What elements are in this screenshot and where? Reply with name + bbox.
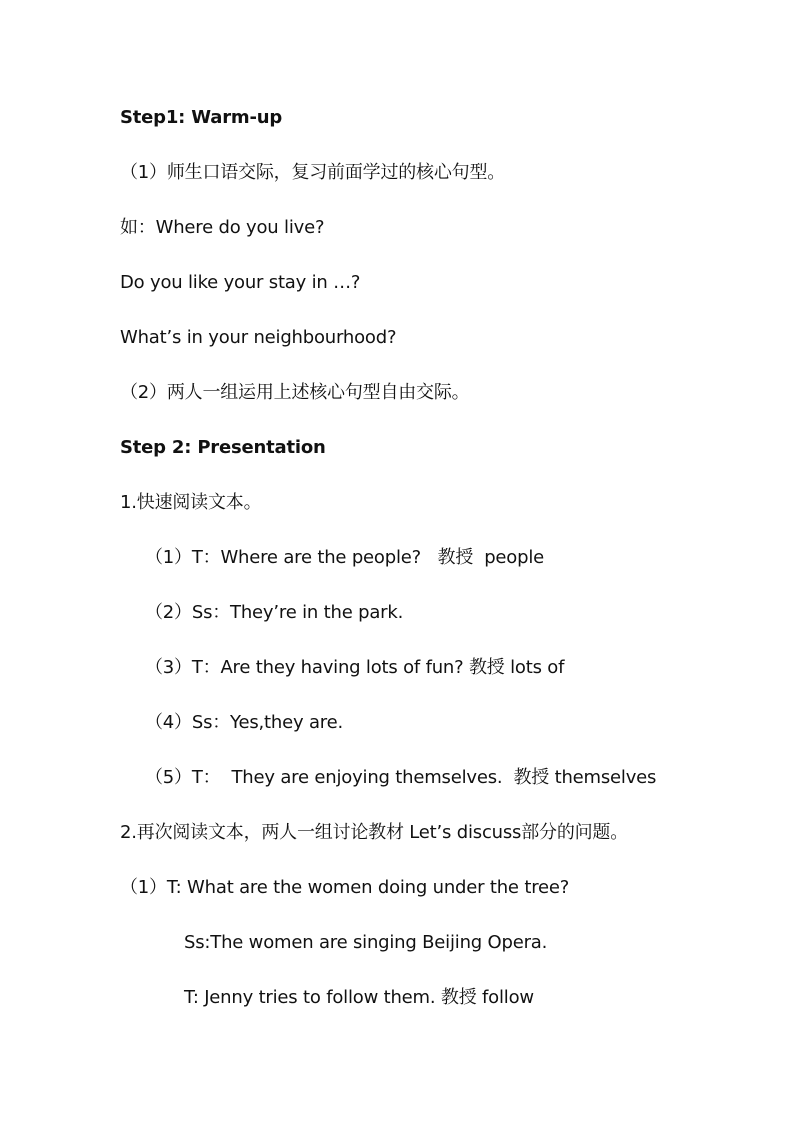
presentation-task-1: 1.快速阅读文本。: [120, 492, 262, 513]
example-sentence-1: 如：Where do you live?: [120, 217, 325, 238]
dialogue-line-5: （5）T： They are enjoying themselves. 教授 themselves: [145, 767, 657, 788]
example-sentence-3: What’s in your neighbourhood?: [120, 327, 397, 348]
discussion-answer-1: Ss:The women are singing Beijing Opera.: [184, 932, 548, 953]
dialogue-line-2: （2）Ss：They’re in the park.: [145, 602, 404, 623]
dialogue-line-4: （4）Ss：Yes,they are.: [145, 712, 343, 733]
warm-up-item-2: （2）两人一组运用上述核心句型自由交际。: [120, 382, 470, 403]
dialogue-line-3: （3）T：Are they having lots of fun? 教授 lots of: [145, 657, 565, 678]
dialogue-line-1: （1）T：Where are the people? 教授 people: [145, 547, 545, 568]
example-sentence-2: Do you like your stay in …?: [120, 272, 361, 293]
heading-step2-presentation: Step 2: Presentation: [120, 437, 326, 458]
heading-step1-warm-up: Step1: Warm-up: [120, 107, 283, 128]
discussion-followup-1: T: Jenny tries to follow them. 教授 follow: [184, 987, 534, 1008]
warm-up-item-1: （1）师生口语交际，复习前面学过的核心句型。: [120, 162, 506, 183]
discussion-question-1: （1）T: What are the women doing under the tree?: [120, 877, 570, 898]
presentation-task-2: 2.再次阅读文本，两人一组讨论教材 Let’s discuss部分的问题。: [120, 822, 629, 843]
